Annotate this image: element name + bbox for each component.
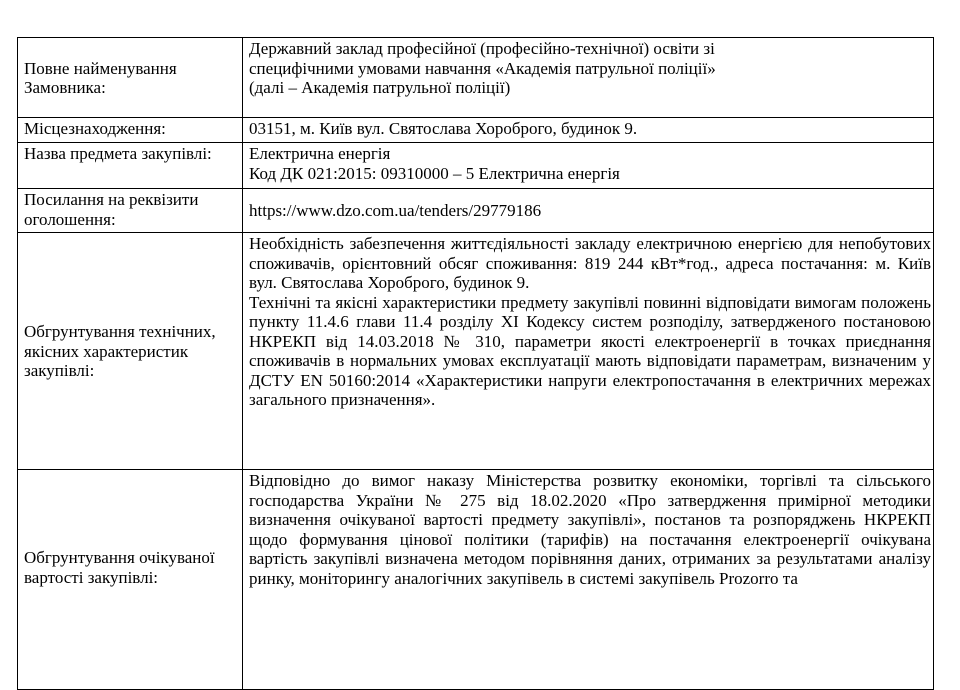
location-row (18, 118, 934, 143)
customer-name-value (243, 38, 934, 118)
customer-name-line: Державний заклад професійної (професійно-технічної) освіти зі (249, 39, 715, 58)
technical-justification-label: Обгрунтування технічних, якісних характеристик закупівлі: (18, 233, 243, 470)
location-line: 03151, м. Київ вул. Святослава Хороброго, будинок 9. (249, 119, 638, 138)
subject-line: Електрична енергія (249, 144, 391, 163)
technical-justification-value (243, 233, 934, 470)
cost-justification-row (18, 470, 934, 690)
procurement-info-table (17, 37, 934, 690)
location-value (243, 118, 934, 143)
tender-link-value (243, 189, 934, 233)
subject-value (243, 143, 934, 189)
justification-paragraph: Відповідно до вимог наказу Міністерства розвитку економіки, торгівлі та сільського господарства України № 275 від 18.02.2020 «Про затвердження примірної методики визначення очікуваної вартості предмету закупівлі», постанов та розпоряджень НКРЕКП щодо формування цінової політики (тарифів) на постачання електроенергії очікувана вартість закупівлі визначена методом порівняння даних, отриманих за результатами аналізу ринку, моніторингу аналогічних закупівель в системі закупівель Prozorro та (249, 471, 931, 588)
tender-link-row (18, 189, 934, 233)
tender-link-url[interactable]: https://www.dzo.com.ua/tenders/29779186 (249, 201, 542, 221)
justification-paragraph: Необхідність забезпечення життєдіяльності закладу електричною енергією для непобутових споживачів, орієнтовний обсяг споживання: 819 244 кВт*год., адреса постачання: м. Київ вул. Святослава Хороброго, будинок 9. (249, 234, 931, 292)
technical-justification-row (18, 233, 934, 470)
customer-name-line: (далі – Академія патрульної поліції) (249, 78, 511, 97)
subject-label: Назва предмета закупівлі: (18, 143, 243, 189)
customer-name-label: Повне найменування Замовника: (18, 38, 243, 118)
customer-name-line: специфічними умовами навчання «Академія патрульної поліції» (249, 58, 716, 78)
subject-line: Код ДК 021:2015: 09310000 – 5 Електрична енергія (249, 163, 620, 183)
justification-paragraph: Технічні та якісні характеристики предмету закупівлі повинні відповідати вимогам положень пункту 11.4.6 глави 11.4 розділу XI Кодексу систем розподілу, затвердженого постановою НКРЕКП від 14.03.2018 № 310, параметри якості електроенергії в точках приєднання споживачів в нормальних умовах експлуатації мають відповідати параметрам, визначеним у ДСТУ EN 50160:2014 «Характеристики напруги електропостачання в електричних мережах загального призначення». (249, 292, 931, 409)
cost-justification-value (243, 470, 934, 690)
tender-link-label: Посилання на реквізити оголошення: (18, 189, 243, 233)
subject-row (18, 143, 934, 189)
cost-justification-label: Обгрунтування очікуваної вартості закупівлі: (18, 470, 243, 690)
location-label: Місцезнаходження: (18, 118, 243, 143)
customer-name-row (18, 38, 934, 118)
